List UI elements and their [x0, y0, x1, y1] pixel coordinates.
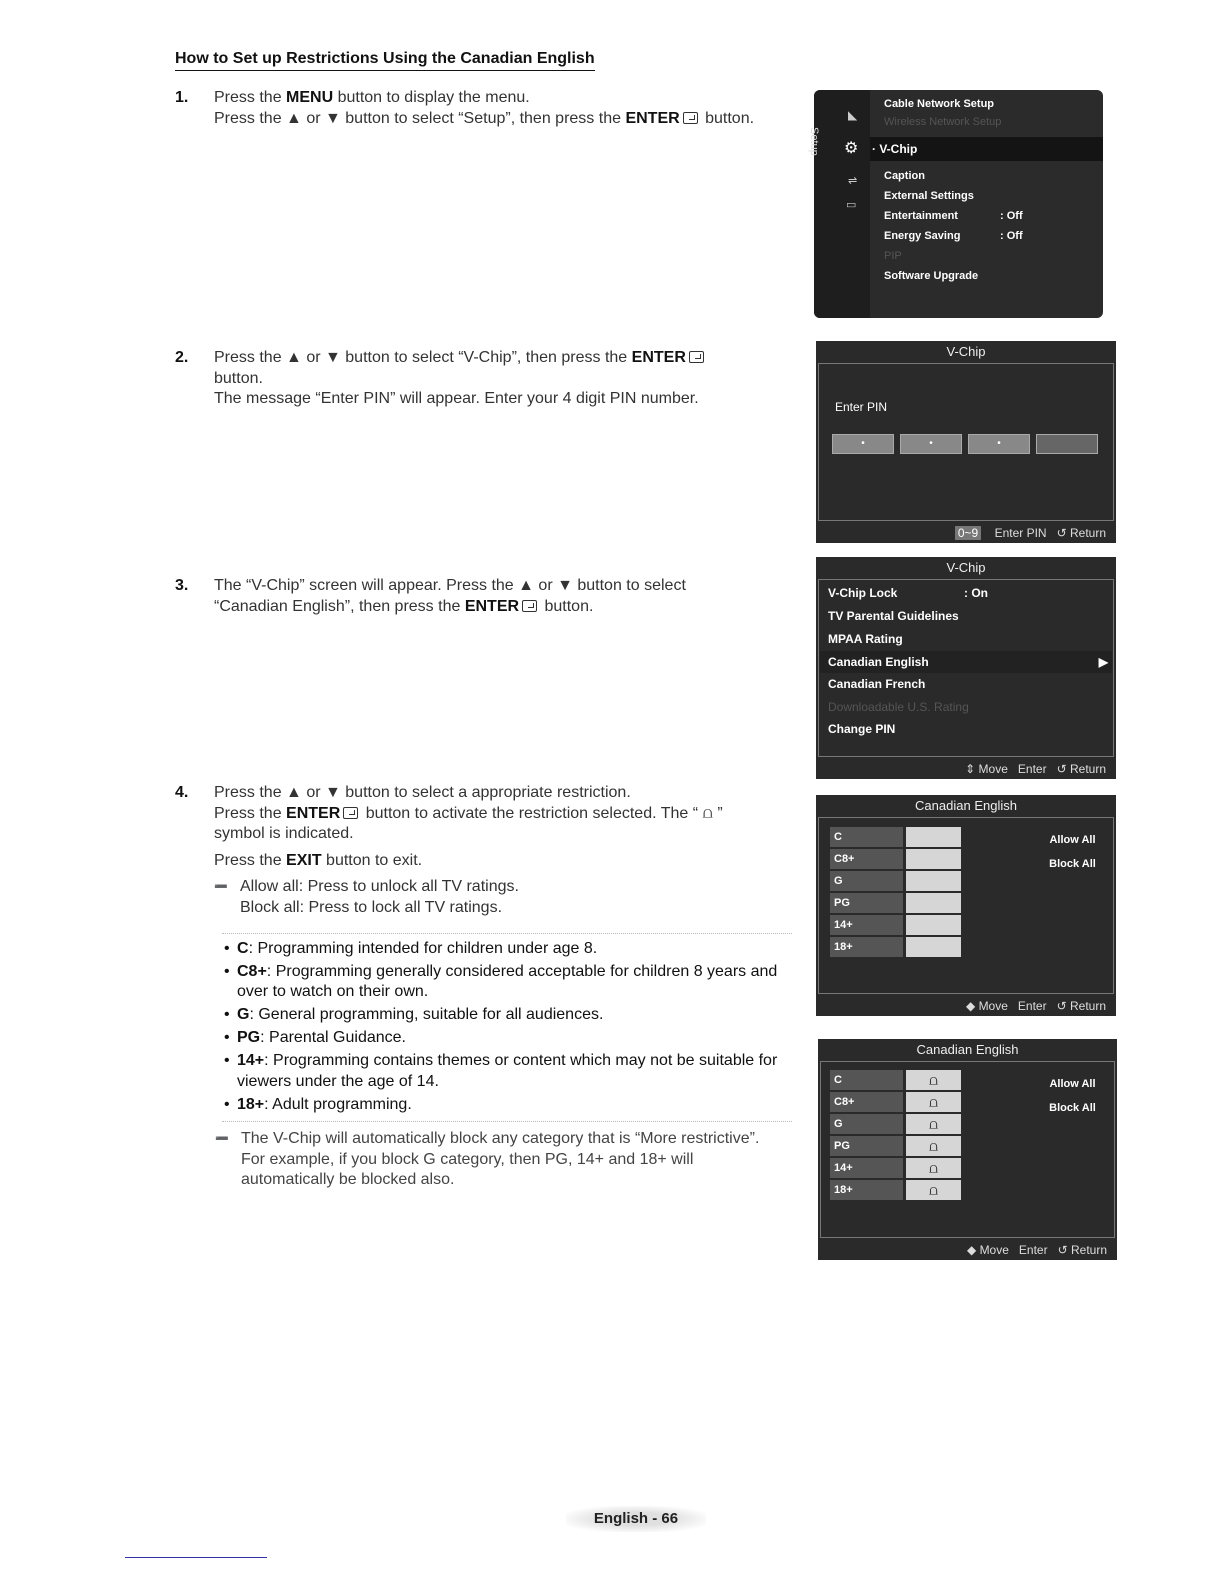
- pin-digit-2[interactable]: •: [900, 434, 962, 454]
- footer-divider: [125, 1557, 267, 1558]
- step-text: button.: [700, 109, 755, 127]
- step-text: button.: [540, 597, 594, 615]
- step-4: [175, 783, 805, 923]
- menu-item: Entertainment: [884, 210, 958, 222]
- screen-title: V-Chip: [946, 344, 986, 359]
- list-item: • 14+: Programming contains themes or content which may not be suitable for viewers under the age of 14.: [222, 1051, 792, 1092]
- step-text: “Canadian English”, then press the: [214, 597, 465, 615]
- pin-digit-3[interactable]: •: [968, 434, 1030, 454]
- menu-item: Energy Saving: [884, 230, 961, 242]
- lock-icon[interactable]: ⩍: [906, 1158, 961, 1178]
- rating-label-c: C: [830, 1070, 903, 1090]
- step-text: button.: [214, 369, 263, 387]
- rating-label-pg: PG: [830, 1136, 903, 1156]
- list-item: • PG: Parental Guidance.: [222, 1028, 792, 1049]
- menu-item: Cable Network Setup: [884, 98, 995, 110]
- step-number: 2.: [175, 349, 189, 366]
- lock-icon[interactable]: ⩍: [906, 1092, 961, 1112]
- step-text: Press the ▲ or ▼ button to select “Setup”, then press the: [214, 109, 626, 127]
- rating-label-14: 14+: [830, 915, 903, 935]
- screen-title: Canadian English: [915, 798, 1017, 813]
- allow-all-button[interactable]: Allow All: [1049, 834, 1096, 846]
- enter-key: ENTER: [625, 109, 680, 127]
- rating-label-g: G: [830, 1114, 903, 1134]
- enter-icon: [683, 112, 698, 124]
- note-text: For example, if you block G category, then PG, 14+ and 18+ will: [241, 1150, 694, 1168]
- step-text: Press the: [214, 851, 287, 869]
- lock-icon[interactable]: ⩍: [906, 1180, 961, 1200]
- ratings-list: [222, 933, 792, 1122]
- screen-footer: ◆ Move Enter ↺ Return: [967, 1243, 1107, 1257]
- lock-icon[interactable]: ⩍: [906, 1114, 961, 1134]
- rating-label-18: 18+: [830, 1180, 903, 1200]
- step-text: Press the ▲ or ▼ button to select “V-Chip”, then press the: [214, 349, 632, 366]
- screen-footer: ⇕ Move Enter ↺ Return: [965, 762, 1106, 776]
- note: [215, 1129, 815, 1191]
- vchip-lock-value: : On: [964, 586, 988, 600]
- list-item: • G: General programming, suitable for all audiences.: [222, 1005, 792, 1026]
- rating-label-c: C: [830, 827, 903, 847]
- note-text: The V-Chip will automatically block any category that is “More restrictive”.: [241, 1130, 760, 1147]
- rating-lock-14[interactable]: [906, 915, 961, 935]
- menu-item: Software Upgrade: [884, 270, 979, 282]
- block-all-button[interactable]: Block All: [1049, 858, 1096, 870]
- dash-icon: ➖: [215, 1133, 229, 1145]
- rating-lock-g[interactable]: [906, 871, 961, 891]
- pin-digit-4[interactable]: [1036, 434, 1098, 454]
- menu-item-disabled: Wireless Network Setup: [884, 116, 1002, 128]
- enter-key: ENTER: [464, 597, 520, 615]
- enter-icon: [522, 600, 537, 612]
- menu-key: MENU: [286, 89, 334, 106]
- rating-label-14: 14+: [830, 1158, 903, 1178]
- block-all-note: Block all: Press to lock all TV ratings.: [240, 899, 503, 916]
- rating-label-18: 18+: [830, 937, 903, 957]
- enter-key: ENTER: [286, 804, 341, 822]
- rating-label-pg: PG: [830, 893, 903, 913]
- screen-footer: 0~9 Enter PIN ↺ Return: [945, 526, 1106, 540]
- enter-icon: [689, 351, 704, 363]
- rating-label-c8: C8+: [830, 1092, 903, 1112]
- step-number: 1.: [175, 89, 189, 106]
- menu-item[interactable]: TV Parental Guidelines: [828, 609, 959, 623]
- block-all-button[interactable]: Block All: [1049, 1102, 1096, 1114]
- page-heading: How to Set up Restrictions Using the Canadian English: [175, 50, 595, 71]
- input-icon: ⇌: [848, 175, 858, 187]
- step-2: [175, 348, 805, 412]
- lock-icon[interactable]: ⩍: [906, 1070, 961, 1090]
- menu-item[interactable]: Change PIN: [828, 722, 896, 736]
- arrow-right-icon: ▶: [1098, 655, 1108, 669]
- pin-prompt: Enter PIN: [835, 400, 888, 414]
- menu-item: External Settings: [884, 190, 974, 202]
- list-item: • C: Programming intended for children under age 8.: [222, 939, 792, 960]
- rating-label-c8: C8+: [830, 849, 903, 869]
- app-icon: ▭: [846, 199, 857, 211]
- pin-digit-1[interactable]: •: [832, 434, 894, 454]
- step-text: symbol is indicated.: [214, 825, 354, 842]
- enter-icon: [343, 807, 358, 819]
- note-text: automatically be blocked also.: [241, 1171, 455, 1188]
- screen-title: Canadian English: [916, 1042, 1019, 1057]
- step-number: 4.: [175, 784, 189, 801]
- step-text: Press the ▲ or ▼ button to select a appropriate restriction.: [214, 784, 631, 801]
- step-text: The “V-Chip” screen will appear. Press the ▲ or ▼ button to select: [214, 577, 686, 594]
- page-number: English - 66: [566, 1506, 706, 1532]
- vchip-lock-item[interactable]: V-Chip Lock: [828, 586, 898, 600]
- rating-lock-18[interactable]: [906, 937, 961, 957]
- list-item: • 18+: Adult programming.: [222, 1095, 792, 1116]
- rating-lock-pg[interactable]: [906, 893, 961, 913]
- menu-item-disabled: PIP: [884, 250, 902, 262]
- allow-all-note: Allow all: Press to unlock all TV ratings.: [240, 878, 519, 895]
- screen-footer: ◆ Move Enter ↺ Return: [966, 999, 1106, 1013]
- rating-lock-c[interactable]: [906, 827, 961, 847]
- step-text: The message “Enter PIN” will appear. Enter your 4 digit PIN number.: [214, 390, 699, 407]
- exit-key: EXIT: [286, 851, 322, 869]
- menu-item: Caption: [884, 170, 925, 182]
- allow-all-button[interactable]: Allow All: [1049, 1078, 1096, 1090]
- step-text: button to display the menu.: [333, 89, 530, 106]
- menu-item[interactable]: Canadian French: [828, 677, 926, 691]
- step-3: [175, 576, 805, 620]
- menu-item-canadian-english[interactable]: Canadian English: [828, 655, 929, 669]
- step-text: Press the: [214, 89, 287, 106]
- menu-value: : Off: [1000, 230, 1023, 242]
- vchip-screen: [816, 557, 1116, 779]
- dash-icon: ➖: [214, 881, 228, 893]
- step-text: button to activate the restriction selected. The “ ⩍ ”: [361, 804, 723, 822]
- gear-icon: ⚙: [844, 140, 859, 157]
- menu-item-disabled: Downloadable U.S. Rating: [828, 700, 969, 714]
- step-1: [175, 88, 805, 132]
- setup-tab-label: Setup: [808, 127, 820, 156]
- rating-label-g: G: [830, 871, 903, 891]
- rating-lock-c8[interactable]: [906, 849, 961, 869]
- step-number: 3.: [175, 577, 189, 594]
- enter-key: ENTER: [631, 349, 686, 366]
- setup-menu-screen: [814, 90, 1103, 318]
- menu-value: : Off: [1000, 210, 1023, 222]
- menu-item[interactable]: MPAA Rating: [828, 632, 903, 646]
- lock-icon[interactable]: ⩍: [906, 1136, 961, 1156]
- screen-title: V-Chip: [946, 560, 986, 575]
- step-text: button to exit.: [321, 851, 423, 869]
- step-text: Press the: [214, 804, 287, 822]
- list-item: • C8+: Programming generally considered acceptable for children 8 years and over to watch on their own.: [222, 962, 792, 1003]
- picture-icon: ◣: [848, 108, 858, 122]
- menu-item-vchip[interactable]: · V-Chip: [872, 142, 918, 156]
